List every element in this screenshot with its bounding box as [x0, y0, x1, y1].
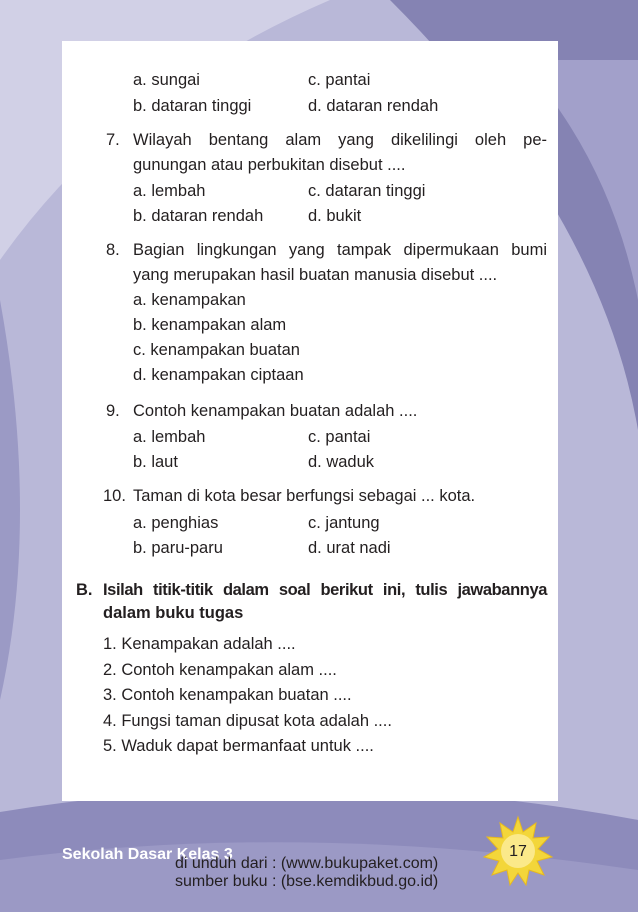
q10-option-d: d. urat nadi [308, 539, 391, 557]
q7-option-d: d. bukit [308, 207, 362, 225]
q9-option-a: a. lembah [133, 428, 206, 446]
q7-option-c: c. dataran tinggi [308, 182, 426, 200]
section-b-item-4: 4. Fungsi taman dipusat kota adalah .... [103, 712, 392, 730]
q9-option-b: b. laut [133, 453, 178, 471]
q10-text: Taman di kota besar berfungsi sebagai ... kota. [133, 487, 476, 505]
credit-download-source: di unduh dari : (www.bukupaket.com) [175, 855, 439, 872]
q8-option-d: d. kenampakan ciptaan [133, 366, 304, 384]
q7-text-line1: Wilayah bentang alam yang dikelilingi oleh pe- [133, 131, 547, 149]
section-b-item-5: 5. Waduk dapat bermanfaat untuk .... [103, 737, 374, 755]
section-b-item-3: 3. Contoh kenampakan buatan .... [103, 686, 352, 704]
q10-number: 10. [103, 487, 126, 505]
page-number: 17 [509, 843, 527, 860]
q9-number: 9. [106, 402, 120, 420]
q10-option-a: a. penghias [133, 514, 219, 532]
q6-option-a: a. sungai [133, 71, 200, 89]
q10-option-c: c. jantung [308, 514, 380, 532]
q10-option-b: b. paru-paru [133, 539, 223, 557]
q7-text-line2: gunungan atau perbukitan disebut .... [133, 156, 406, 174]
section-b-instruction-line2: dalam buku tugas [103, 604, 244, 622]
q7-number: 7. [106, 131, 120, 149]
q8-option-c: c. kenampakan buatan [133, 341, 300, 359]
q9-option-c: c. pantai [308, 428, 371, 446]
q9-option-d: d. waduk [308, 453, 375, 471]
credit-book-source: sumber buku : (bse.kemdikbud.go.id) [175, 873, 439, 890]
q8-option-a: a. kenampakan [133, 291, 246, 309]
section-b-instruction-line1: Isilah titik-titik dalam soal berikut ini, tulis jawabannya [103, 581, 547, 599]
q6-option-d: d. dataran rendah [308, 97, 439, 115]
section-b-item-1: 1. Kenampakan adalah .... [103, 635, 296, 653]
section-b-letter: B. [76, 581, 93, 599]
q8-number: 8. [106, 241, 120, 259]
q8-text-line1: Bagian lingkungan yang tampak dipermukaan bumi [133, 241, 547, 259]
section-b-item-2: 2. Contoh kenampakan alam .... [103, 661, 337, 679]
q8-text-line2: yang merupakan hasil buatan manusia disebut .... [133, 266, 498, 284]
q8-option-b: b. kenampakan alam [133, 316, 287, 334]
footer-school-label: Sekolah Dasar Kelas 3 [62, 846, 233, 863]
q7-option-a: a. lembah [133, 182, 206, 200]
q7-option-b: b. dataran rendah [133, 207, 264, 225]
q6-option-c: c. pantai [308, 71, 371, 89]
q9-text: Contoh kenampakan buatan adalah .... [133, 402, 418, 420]
q6-option-b: b. dataran tinggi [133, 97, 252, 115]
